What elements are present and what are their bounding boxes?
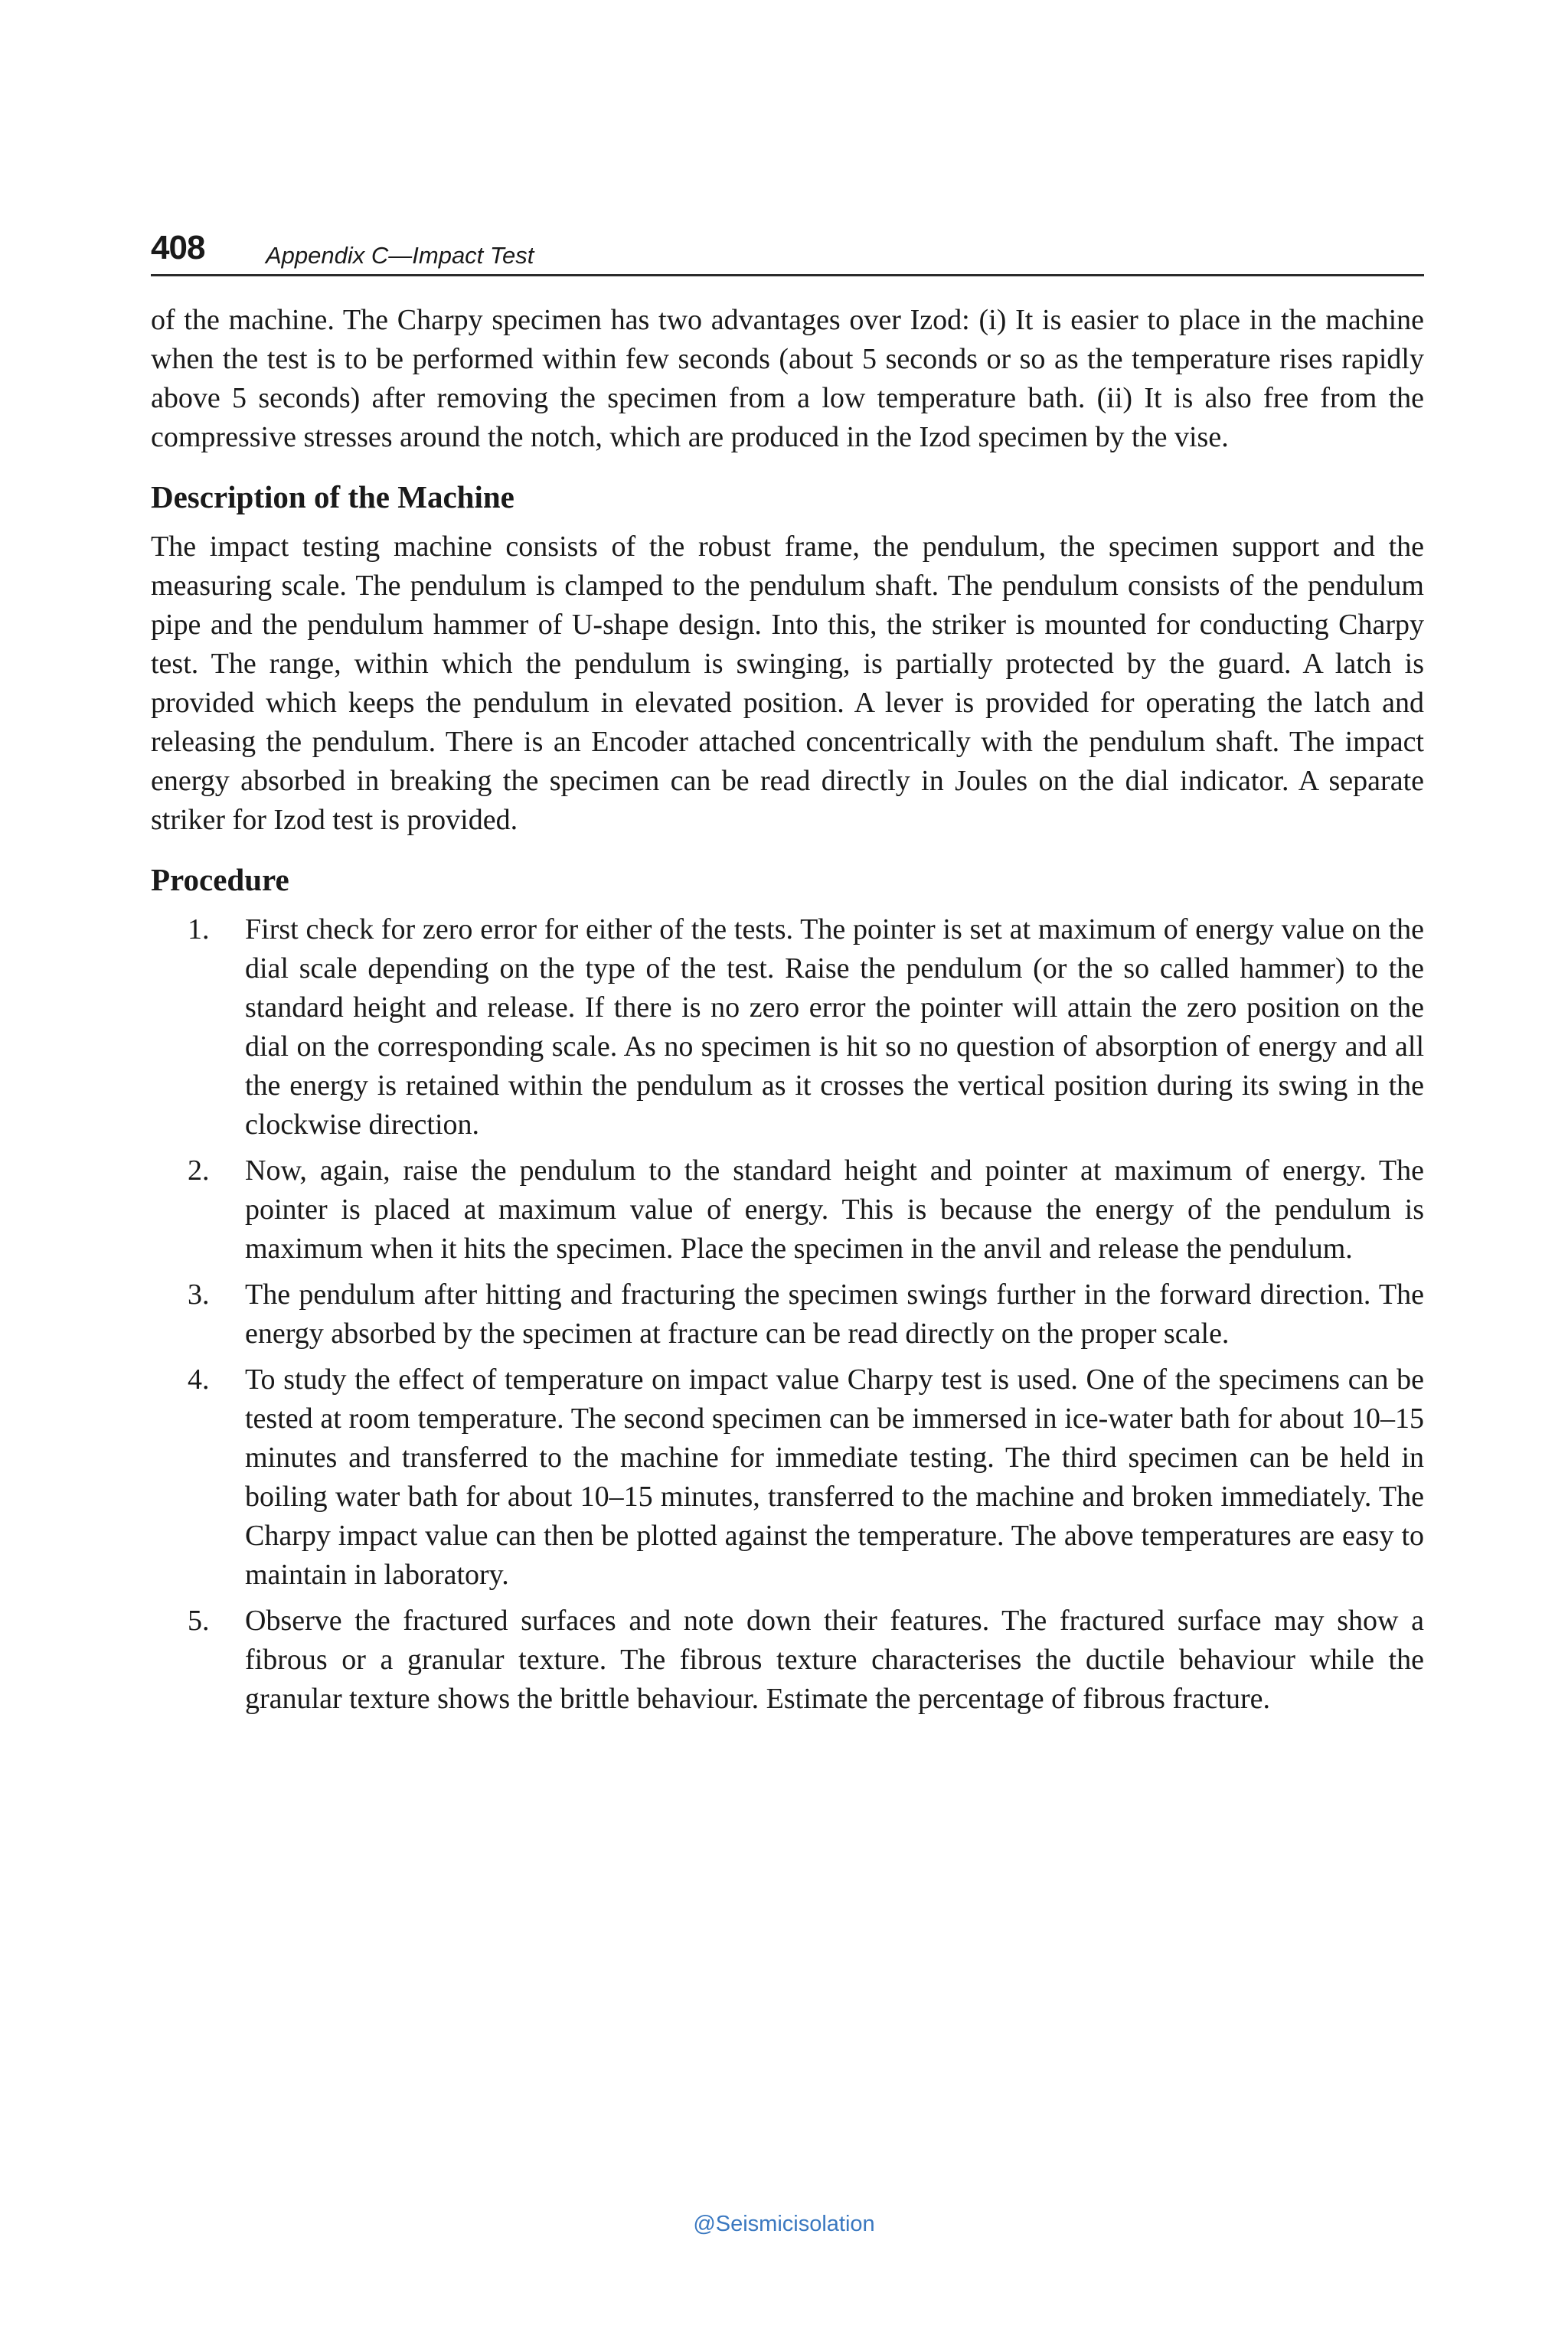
intro-paragraph: of the machine. The Charpy specimen has two advantages over Izod: (i) It is easier to place in the machine when the test is to be performed within few seconds (about 5 seconds or so as the temperature rises rapidly above 5 seconds) after removing the specimen from a low temperature bath. (ii) It is also free from the compressive stresses around the notch, which are produced in the Izod specimen by the vise. bbox=[151, 304, 1424, 453]
procedure-section bbox=[151, 861, 1424, 1719]
step-text: Now, again, raise the pendulum to the standard height and pointer at maximum of energy. The pointer is placed at maximum value of energy. This is because the energy of the pendulum is maximum when it hits the specimen. Place the specimen in the anvil and release the pendulum. bbox=[245, 1154, 1424, 1265]
procedure-heading: Procedure bbox=[151, 862, 289, 897]
step-text: To study the effect of temperature on impact value Charpy test is used. One of the specimens can be tested at room temperature. The second specimen can be immersed in ice-water bath for about 10–15 minutes and transferred to the machine for immediate testing. The third specimen can be held in boiling water bath for about 10–15 minutes, transferred to the machine and broken immediately. The Charpy impact value can then be plotted against the temperature. The above temperatures are easy to maintain in laboratory. bbox=[245, 1363, 1424, 1591]
running-title: Appendix C—Impact Test bbox=[266, 242, 534, 269]
procedure-step bbox=[151, 1602, 1424, 1719]
step-number: 3. bbox=[188, 1279, 210, 1311]
step-number: 2. bbox=[188, 1154, 210, 1187]
step-text: Observe the fractured surfaces and note down their features. The fractured surface may show a fibrous or a granular texture. The fibrous texture characterises the ductile behaviour while the granular texture shows the brittle behaviour. Estimate the percentage of fibrous fracture. bbox=[245, 1605, 1424, 1715]
procedure-step bbox=[151, 1151, 1424, 1269]
step-number: 1. bbox=[188, 913, 210, 945]
procedure-step bbox=[151, 1360, 1424, 1595]
procedure-list bbox=[151, 910, 1424, 1719]
procedure-step bbox=[151, 1275, 1424, 1354]
step-number: 5. bbox=[188, 1605, 210, 1637]
page-number: 408 bbox=[151, 229, 205, 266]
description-heading: Description of the Machine bbox=[151, 479, 514, 514]
procedure-step bbox=[151, 910, 1424, 1145]
watermark: @Seismicisolation bbox=[693, 2212, 875, 2236]
step-text: The pendulum after hitting and fracturing the specimen swings further in the forward direction. The energy absorbed by the specimen at fracture can be read directly on the proper scale. bbox=[245, 1279, 1424, 1350]
page-header bbox=[151, 227, 1424, 276]
step-text: First check for zero error for either of the tests. The pointer is set at maximum of energy value on the dial scale depending on the type of the test. Raise the pendulum (or the so called hammer) to the standard height and release. If there is no zero error the pointer will attain the zero position on the dial on the corresponding scale. As no specimen is hit so no question of absorption of energy and all the energy is retained within the pendulum as it crosses the vertical position during its swing in the clockwise direction. bbox=[245, 913, 1424, 1141]
description-paragraph: The impact testing machine consists of the robust frame, the pendulum, the specimen support and the measuring scale. The pendulum is clamped to the pendulum shaft. The pendulum consists of the pendulum pipe and the pendulum hammer of U-shape design. Into this, the striker is mounted for conducting Charpy test. The range, within which the pendulum is swinging, is partially protected by the guard. A latch is provided which keeps the pendulum in elevated position. A lever is provided for operating the latch and releasing the pendulum. There is an Encoder attached concentrically with the pendulum shaft. The impact energy absorbed in breaking the specimen can be read directly in Joules on the dial indicator. A separate striker for Izod test is provided. bbox=[151, 531, 1424, 836]
step-number: 4. bbox=[188, 1363, 210, 1396]
page-body bbox=[151, 301, 1424, 1726]
description-section bbox=[151, 478, 1424, 840]
